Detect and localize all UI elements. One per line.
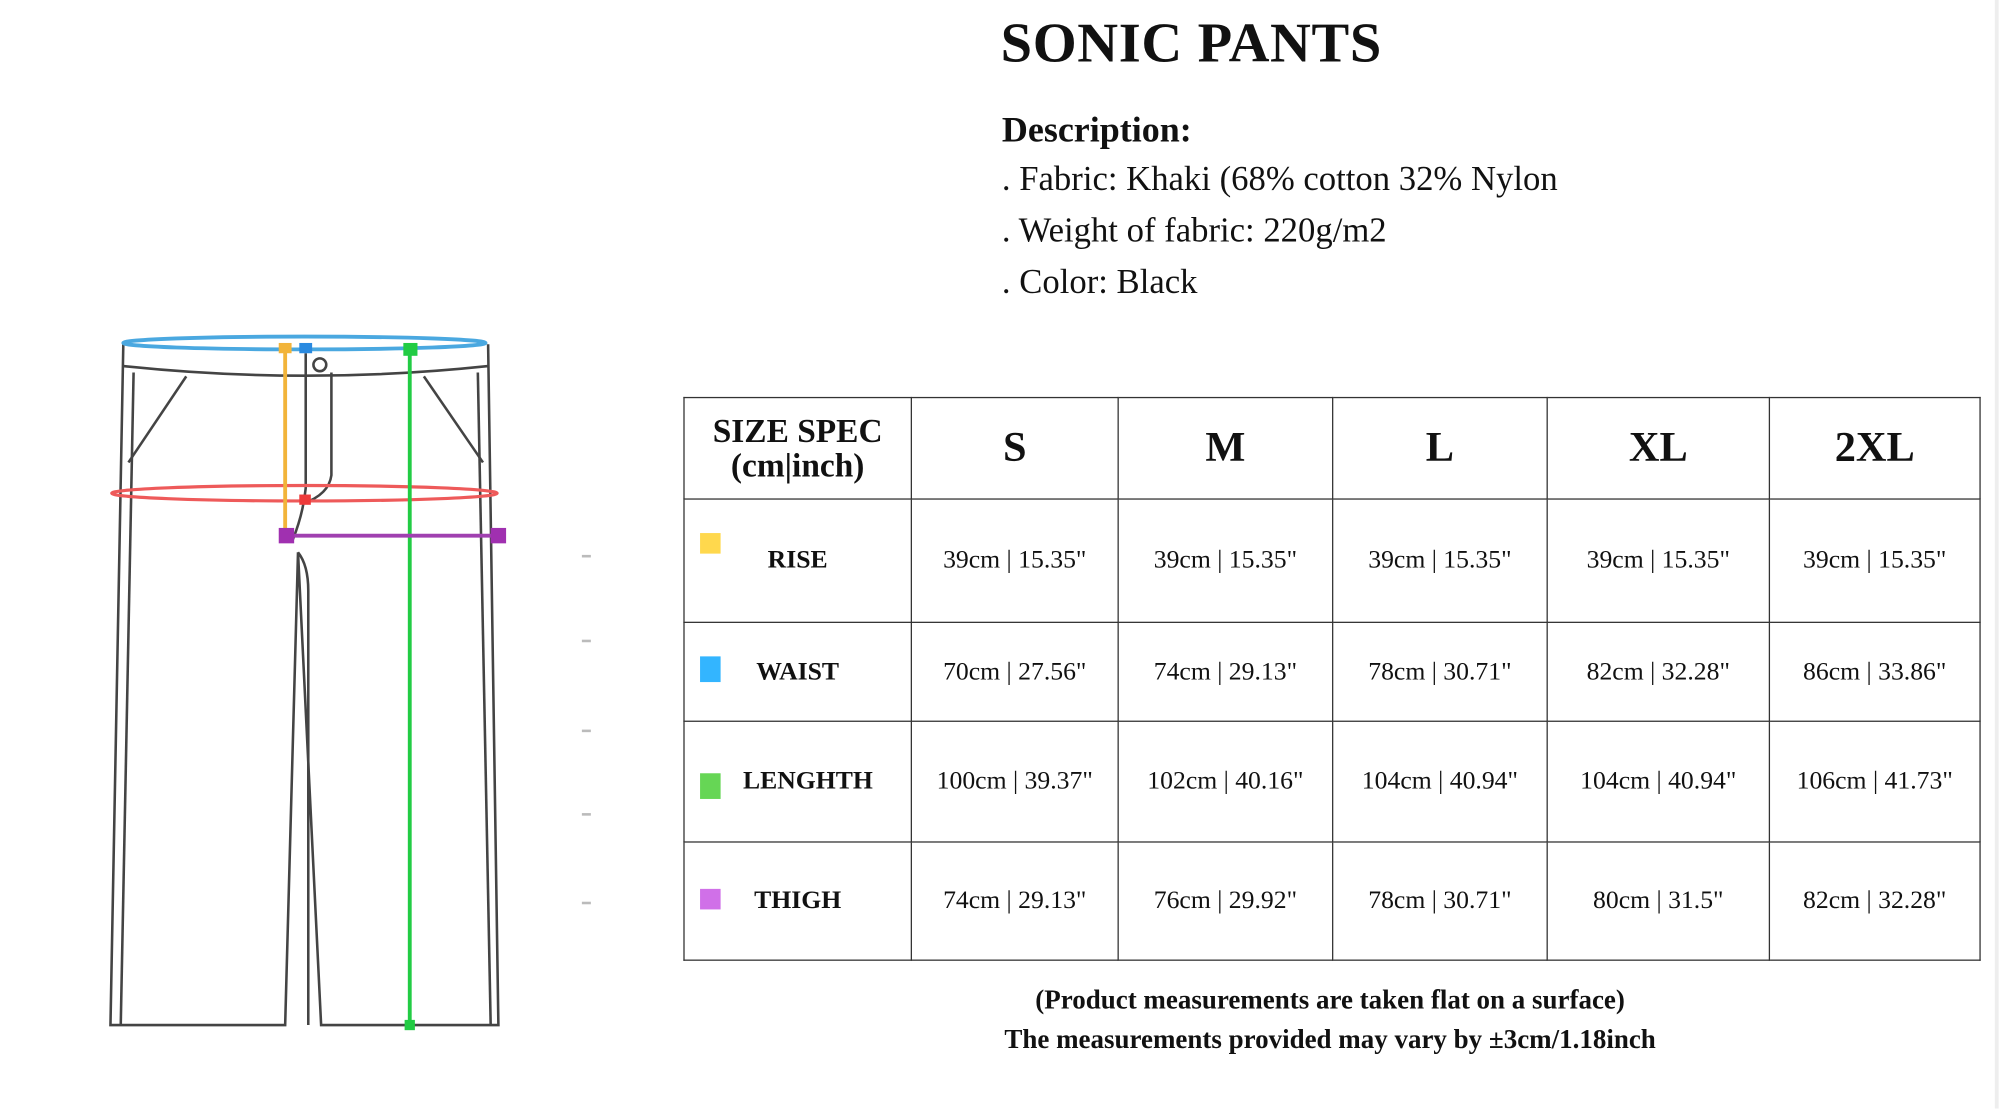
table-cell: 102cm | 40.16": [1118, 721, 1333, 842]
table-cell: 104cm | 40.94": [1333, 721, 1548, 842]
rise-color-swatch: [700, 533, 721, 554]
row-label-length: [684, 721, 911, 842]
scale-tick: [582, 555, 591, 558]
row-label-waist: [684, 622, 911, 721]
table-cell: 100cm | 39.37": [911, 721, 1118, 842]
row-label-rise: [684, 499, 911, 622]
table-cell: 74cm | 29.13": [911, 842, 1118, 960]
description-color: . Color: Black: [1001, 262, 1198, 301]
table-cell: 80cm | 31.5": [1547, 842, 1769, 960]
description-weight: . Weight of fabric: 220g/m2: [1001, 210, 1387, 250]
size-header-2xl: 2XL: [1769, 398, 1980, 499]
table-cell: 70cm | 27.56": [911, 622, 1118, 721]
table-cell: 39cm | 15.35": [1333, 499, 1548, 622]
length-color-swatch: [700, 773, 721, 799]
product-title: SONIC PANTS: [1000, 11, 1382, 75]
waist-label: WAIST: [756, 657, 840, 686]
table-cell: 82cm | 32.28": [1547, 622, 1769, 721]
table-cell: 39cm | 15.35": [1547, 499, 1769, 622]
scale-tick: [582, 730, 591, 733]
length-label: LENGHTH: [742, 766, 873, 796]
measurement-note: (Product measurements are taken flat on a surface): [1035, 983, 1625, 1015]
table-cell: 78cm | 30.71": [1333, 622, 1548, 721]
table-cell: 39cm | 15.35": [1118, 499, 1333, 622]
table-cell: 76cm | 29.92": [1118, 842, 1333, 960]
description-fabric: . Fabric: Khaki (68% cotton 32% Nylon: [1001, 159, 1558, 198]
size-spec-table: [683, 397, 1980, 961]
size-spec-header: [684, 398, 911, 499]
table-cell: 86cm | 33.86": [1769, 622, 1980, 721]
header-row: [684, 398, 1980, 499]
table-row-waist: [684, 622, 1980, 721]
row-label-thigh: [684, 842, 911, 960]
table-row-thigh: [684, 842, 1980, 960]
size-header-xl: XL: [1547, 398, 1769, 499]
variance-note: The measurements provided may vary by ±3cm/1.18inch: [1004, 1023, 1656, 1055]
unit-label: (cm|inch): [730, 447, 865, 485]
table-cell: 39cm | 15.35": [911, 499, 1118, 622]
scale-tick: [582, 640, 591, 643]
thigh-label: THIGH: [754, 886, 842, 915]
size-spec-label: SIZE SPEC: [712, 412, 883, 450]
table-cell: 78cm | 30.71": [1333, 842, 1548, 960]
table-cell: 106cm | 41.73": [1769, 721, 1980, 842]
rise-label: RISE: [767, 545, 828, 575]
table-cell: 104cm | 40.94": [1547, 721, 1769, 842]
table-row-length: [684, 721, 1980, 842]
thigh-color-swatch: [700, 889, 721, 910]
table-cell: 39cm | 15.35": [1769, 499, 1980, 622]
size-header-m: M: [1118, 398, 1333, 499]
scale-tick: [582, 902, 591, 905]
table-cell: 74cm | 29.13": [1118, 622, 1333, 721]
table-row-rise: [684, 499, 1980, 622]
description-heading: Description:: [1001, 110, 1192, 151]
scale-tick: [582, 813, 591, 816]
waist-color-swatch: [700, 656, 721, 682]
table-cell: 82cm | 32.28": [1769, 842, 1980, 960]
pants-diagram: [0, 283, 604, 1079]
page-edge: [1995, 0, 1999, 1109]
size-header-l: L: [1333, 398, 1548, 499]
size-header-s: S: [911, 398, 1118, 499]
